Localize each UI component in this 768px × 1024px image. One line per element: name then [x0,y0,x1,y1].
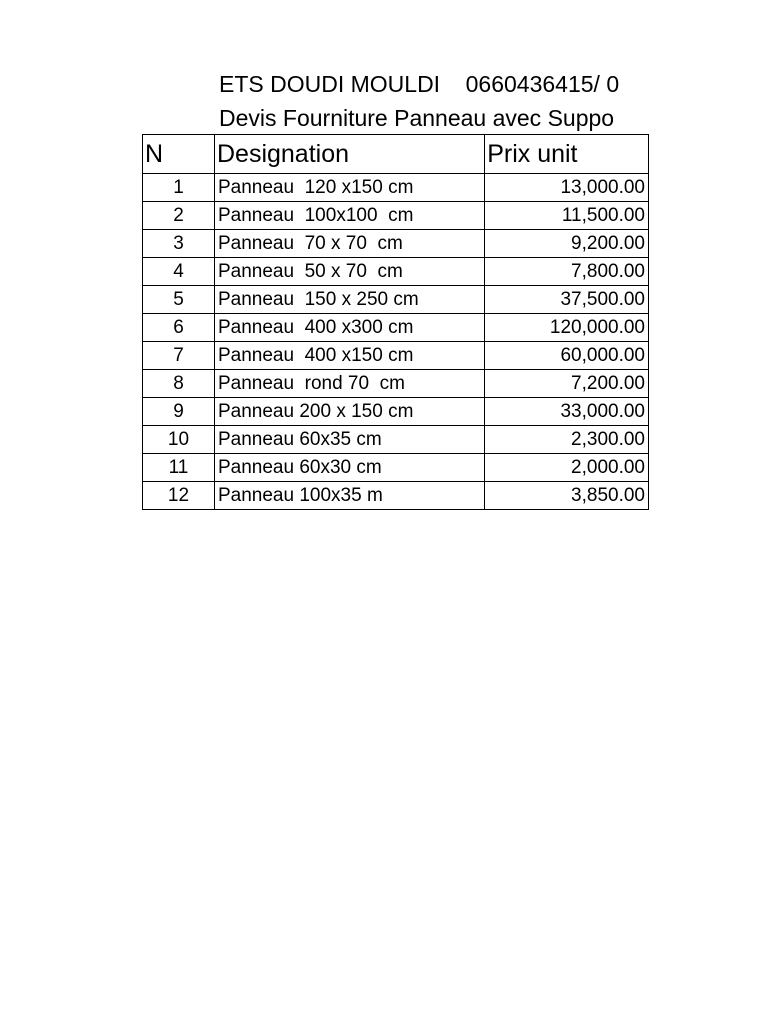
row-designation: Panneau 100x35 m [214,482,484,510]
price-table [142,134,649,510]
row-price: 7,800.00 [485,258,649,286]
row-number: 3 [143,230,215,258]
row-number: 1 [143,174,215,202]
row-number: 4 [143,258,215,286]
table-header-row [143,135,649,174]
row-price: 120,000.00 [485,314,649,342]
row-price: 11,500.00 [485,202,649,230]
column-header-n: N [143,135,215,174]
row-number: 9 [143,398,215,426]
row-number: 2 [143,202,215,230]
row-designation: Panneau 120 x150 cm [214,174,484,202]
column-header-designation: Designation [214,135,484,174]
row-number: 8 [143,370,215,398]
row-designation: Panneau rond 70 cm [214,370,484,398]
row-price: 37,500.00 [485,286,649,314]
company-header: ETS DOUDI MOULDI 0660436415/ 0 [219,71,620,97]
row-price: 2,300.00 [485,426,649,454]
row-designation: Panneau 150 x 250 cm [214,286,484,314]
table-row [143,314,649,342]
row-designation: Panneau 60x30 cm [214,454,484,482]
table-row [143,342,649,370]
row-price: 7,200.00 [485,370,649,398]
table-row [143,230,649,258]
row-number: 12 [143,482,215,510]
row-number: 5 [143,286,215,314]
row-designation: Panneau 200 x 150 cm [214,398,484,426]
row-number: 11 [143,454,215,482]
row-price: 33,000.00 [485,398,649,426]
table-row [143,426,649,454]
row-designation: Panneau 400 x300 cm [214,314,484,342]
row-price: 2,000.00 [485,454,649,482]
table-row [143,370,649,398]
row-designation: Panneau 400 x150 cm [214,342,484,370]
table-row [143,202,649,230]
row-number: 7 [143,342,215,370]
table-row [143,286,649,314]
row-price: 3,850.00 [485,482,649,510]
row-number: 6 [143,314,215,342]
row-designation: Panneau 60x35 cm [214,426,484,454]
table-row [143,398,649,426]
row-designation: Panneau 70 x 70 cm [214,230,484,258]
column-header-prix-unit: Prix unit [485,135,649,174]
table-row [143,454,649,482]
table-row [143,174,649,202]
table-row [143,258,649,286]
row-price: 9,200.00 [485,230,649,258]
row-designation: Panneau 100x100 cm [214,202,484,230]
row-price: 60,000.00 [485,342,649,370]
table-row [143,482,649,510]
row-designation: Panneau 50 x 70 cm [214,258,484,286]
row-number: 10 [143,426,215,454]
row-price: 13,000.00 [485,174,649,202]
quote-subtitle: Devis Fourniture Panneau avec Suppo [219,105,615,131]
